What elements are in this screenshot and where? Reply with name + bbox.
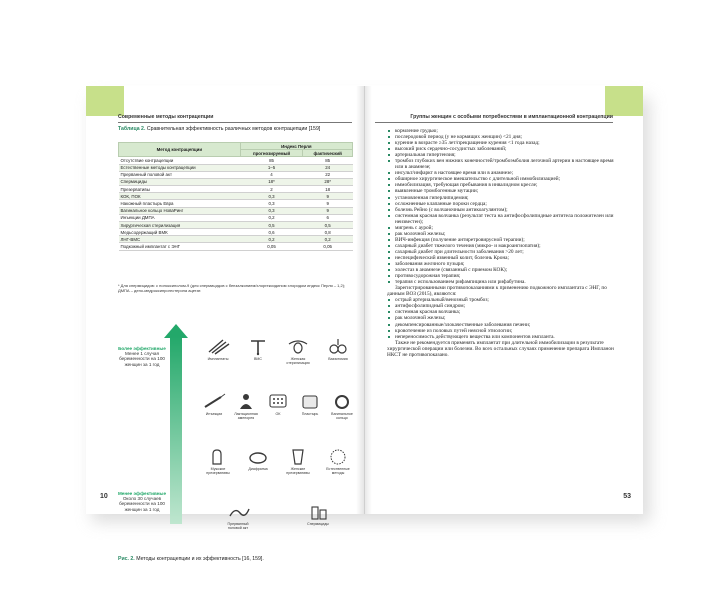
table-cell-method: Отсутствие контрацепции: [119, 157, 241, 164]
diaphragm-icon: [243, 446, 273, 466]
table-cell-perfect: 0,5: [303, 221, 353, 228]
list-item-text: болезнь Рейно (с волчаночным антикоагулянтом);: [395, 206, 508, 213]
bullet-icon: [388, 184, 390, 186]
table-cell-typical: 0,2: [240, 236, 303, 243]
list-item-text: послеродовой период (у не кормящих женщин) <21 дня;: [395, 134, 523, 141]
col-typical-header: прогнозируемый: [240, 150, 303, 157]
bullet-icon: [388, 227, 390, 229]
method-item: [323, 336, 353, 361]
list-item-text: мигрень с аурой;: [395, 224, 433, 231]
table-cell-typical: 0,2: [240, 214, 303, 221]
less-effective-title: Менее эффективные: [117, 491, 167, 496]
method-item: [323, 446, 353, 475]
more-effective-title: Более эффективные: [118, 346, 166, 351]
list-item-text: осложненные клапанные пороки сердца;: [395, 200, 487, 207]
spermicide-icon: [303, 501, 333, 521]
table-cell-method: Хирургическая стерилизация: [119, 221, 241, 228]
bullet-icon: [388, 172, 390, 174]
pill-pack-icon: [263, 391, 293, 411]
bullet-icon: [388, 233, 390, 235]
more-effective-label-block: [116, 346, 168, 367]
table-cell-perfect: 9: [303, 193, 353, 200]
method-item: [327, 391, 357, 420]
table-cell-perfect: 85: [303, 157, 353, 164]
table-row: [119, 243, 353, 250]
figure-caption: [118, 556, 353, 562]
list-item-text: острый артериальный/венозный тромбоз;: [395, 297, 489, 304]
method-label: Женская стерилизация: [286, 357, 310, 365]
list-item-text: кровотечение из половых путей неясной этиологии;: [395, 327, 513, 334]
list-item-text: иммобилизация, требующая пребывания в инвалидном кресле;: [395, 182, 538, 189]
method-label: Диафрагма: [248, 467, 268, 471]
female-sterilization-icon: [283, 336, 313, 356]
list-item-text: системная красная волчанка (результат теста на антифосфолипидные антитела положителен или неизвестен);: [395, 212, 614, 225]
list-item-text: рак молочной железы;: [395, 315, 446, 322]
table-cell-perfect: 0,05: [303, 243, 353, 250]
list-item: [387, 334, 623, 340]
bullet-icon: [388, 263, 390, 265]
calendar-beads-icon: [323, 446, 353, 466]
bullet-icon: [388, 251, 390, 253]
table-cell-typical: 0,6: [240, 229, 303, 236]
bullet-icon: [388, 136, 390, 138]
list-item-text: терапия с использованием рифампицина или рифабутина.: [395, 279, 526, 286]
method-label: Женские презервативы: [286, 467, 310, 475]
figure-label: Рис. 2.: [118, 556, 135, 562]
list-item-text: курение в возрасте ≥35 лет/прекращение курения <1 года назад;: [395, 140, 540, 147]
icon-row: [198, 501, 358, 543]
list-item: [387, 158, 623, 170]
withdrawal-icon: [223, 501, 253, 521]
list-item-text: кормление грудью;: [395, 128, 438, 134]
table-cell-typical: 0,3: [240, 193, 303, 200]
method-item: [243, 336, 273, 361]
table-cell-typical: 85: [240, 157, 303, 164]
method-item: [263, 391, 293, 416]
table-row: [119, 236, 353, 243]
effectiveness-table: [118, 142, 353, 251]
more-effective-note: Менее 1 случая беременности на 100 женщин за 1 год: [119, 351, 165, 367]
bullet-icon: [388, 275, 390, 277]
list-item-text: высокий риск сердечно-сосудистых заболеваний;: [395, 146, 507, 153]
book-gutter: [356, 86, 372, 514]
table-cell-perfect: 0,8: [303, 229, 353, 236]
left-page-number: 10: [100, 493, 108, 500]
bullet-icon: [388, 239, 390, 241]
bullet-icon: [388, 148, 390, 150]
method-label: Инъекции: [205, 412, 223, 416]
icon-row: [198, 336, 358, 378]
method-item: [243, 446, 273, 471]
list-item-text: выявленные тромбогенные мутации;: [395, 188, 479, 195]
bullet-icon: [388, 324, 390, 326]
list-item-text: системная красная волчанка;: [395, 309, 461, 316]
method-item: [303, 501, 333, 526]
table-cell-perfect: 24: [303, 164, 353, 171]
table-cell-method: Прерванный половой акт: [119, 171, 241, 178]
list-item-text: ВИЧ-инфекция (получение антиретровирусной терапии);: [395, 236, 525, 243]
table-cell-perfect: 28*: [303, 178, 353, 185]
table-cell-perfect: 9: [303, 200, 353, 207]
table-row: [119, 221, 353, 228]
table-cell-method: Инъекции ДМПА: [119, 214, 241, 221]
bullet-icon: [388, 197, 390, 199]
less-effective-label-block: [116, 491, 168, 512]
method-label: Вазэктомия: [328, 357, 348, 361]
bullet-icon: [388, 130, 390, 132]
paragraph: Зарегистрированными противопоказаниями к применению подкожного имплантата с ЭНГ, по данным ВОЗ (2015), являются:: [387, 285, 607, 298]
bullet-icon: [388, 160, 390, 162]
table-cell-method: Медьсодержащий ВМК: [119, 229, 241, 236]
bullet-icon: [388, 317, 390, 319]
icon-row: [198, 391, 358, 433]
left-page-header: Современные методы контрацепции: [118, 114, 352, 123]
list-item-text: тромбоз глубоких вен нижних конечностей/тромбоэмболия легочной артерии в настоящее время или в анамнезе;: [395, 158, 614, 171]
method-label: ОК: [275, 412, 281, 416]
col-method-header: Метод контрацепции: [119, 143, 241, 157]
method-label: Спермициды: [307, 522, 329, 526]
bullet-icon: [388, 245, 390, 247]
paragraph: Также не рекомендуется применять имплантат при длительной иммобилизации в результате хирургической операции или болезни. Во всех остальных случаях применение препарата Импланон НКСТ не противопоказано.: [387, 339, 614, 358]
method-label: ВМС: [254, 357, 262, 361]
list-item-text: непереносимость действующего вещества или компонентов импланта.: [395, 333, 555, 340]
left-page: [86, 86, 365, 562]
vasectomy-icon: [323, 336, 353, 356]
bullet-icon: [388, 154, 390, 156]
figure-caption-text: Методы контрацепции и их эффективность [16, 159].: [136, 556, 264, 562]
table-cell-method: Естественные методы контрацепции: [119, 164, 241, 171]
table-cell-perfect: 18: [303, 186, 353, 193]
table-row: [119, 186, 353, 193]
breastfeeding-icon: [231, 391, 261, 411]
method-label: Прерванный половой акт: [227, 522, 249, 530]
bullet-icon: [388, 281, 390, 283]
list-item-text: артериальная гипертензия;: [395, 152, 456, 159]
table-title: Сравнительная эффективность различных методов контрацепции [159]: [146, 126, 321, 132]
table-cell-typical: 1–5: [240, 164, 303, 171]
implants-icon: [203, 336, 233, 356]
table-row: [119, 164, 353, 171]
method-item: [283, 446, 313, 475]
list-item-text: сахарный диабет тяжелого течения (микро- и макроангиопатия);: [395, 242, 541, 249]
table-row: [119, 193, 353, 200]
list-item: [387, 213, 623, 225]
method-item: [203, 336, 233, 361]
col-pearl-header: Индекс Перля: [240, 143, 352, 150]
bullet-icon: [388, 311, 390, 313]
patch-icon: [295, 391, 325, 411]
list-item-text: обширное хирургическое вмешательство с длительной иммобилизацией;: [395, 176, 561, 183]
table-row: [119, 200, 353, 207]
table-cell-typical: 0,3: [240, 207, 303, 214]
bullet-icon: [388, 203, 390, 205]
table-row: [119, 157, 353, 164]
bullet-icon: [388, 330, 390, 332]
table-cell-perfect: 9: [303, 207, 353, 214]
methods-icon-grid: [198, 336, 358, 551]
method-label: Естественные методы: [326, 467, 350, 475]
bullet-icon: [388, 269, 390, 271]
bullet-icon: [388, 305, 390, 307]
list-item-text: холестаз в анамнезе (связанный с приемом КОК);: [395, 267, 508, 274]
method-label: Вагинальное кольцо: [331, 412, 353, 420]
bullet-icon: [388, 336, 390, 338]
bullet-icon: [388, 178, 390, 180]
ring-icon: [327, 391, 357, 411]
table-cell-method: КОК, ПОК: [119, 193, 241, 200]
bullet-icon: [388, 190, 390, 192]
bullet-icon: [388, 215, 390, 217]
list-item-text: противосудорожная терапия;: [395, 273, 461, 280]
table-cell-method: Спермициды: [119, 178, 241, 185]
table-cell-typical: 0,05: [240, 243, 303, 250]
list-item-text: заболевания желчного пузыря;: [395, 261, 465, 268]
right-page-tab: [605, 86, 643, 116]
less-effective-note: Около 30 случаев беременности на 100 женщин за 1 год: [119, 496, 165, 512]
left-page-tab: [86, 86, 124, 116]
table-caption: [118, 126, 353, 132]
method-item: [199, 391, 229, 416]
table-cell-perfect: 0,2: [303, 236, 353, 243]
right-page-number: 53: [623, 493, 631, 500]
table-footnote: * Для спермицидов: с ноноксинолом-9 (для спермицидов с бензалконием/хлоргексидином хлоридом индекс Перля – 1,2); ДМПА – депо-медроксипрогестерона ацетат.: [118, 283, 346, 293]
icon-row: [198, 446, 358, 488]
method-label: Лактационная аменорея: [234, 412, 258, 420]
list-item: [387, 279, 623, 285]
table-cell-perfect: 22: [303, 171, 353, 178]
method-label: Имплантаты: [207, 357, 229, 361]
method-item: [231, 391, 261, 420]
table-row: [119, 171, 353, 178]
method-item: [295, 391, 325, 416]
method-item: [203, 446, 233, 475]
list-item-text: антифосфолипидный синдром;: [395, 303, 466, 310]
table-cell-typical: 18*: [240, 178, 303, 185]
list-item-text: рак молочной железы;: [395, 230, 446, 237]
table-label: Таблица 2.: [118, 126, 146, 132]
table-cell-method: Презервативы: [119, 186, 241, 193]
table-cell-method: ЛНГ-ВМС: [119, 236, 241, 243]
list-item-text: инсульт/инфаркт в настоящее время или в анамнезе;: [395, 170, 514, 177]
bullet-icon: [388, 209, 390, 211]
male-condom-icon: [203, 446, 233, 466]
table-cell-typical: 4: [240, 171, 303, 178]
method-label: Пластырь: [301, 412, 319, 416]
table-cell-typical: 0,3: [240, 200, 303, 207]
list-item-text: неспецифический язвенный колит, болезнь Крона;: [395, 254, 510, 261]
effectiveness-arrow: [170, 336, 182, 524]
table-row: [119, 229, 353, 236]
method-label: Мужские презервативы: [206, 467, 230, 475]
table-row: [119, 178, 353, 185]
list-item-text: сахарный диабет при длительности заболевания >20 лет;: [395, 248, 524, 255]
female-condom-icon: [283, 446, 313, 466]
list-item-text: установленная гиперлипидемия;: [395, 194, 469, 201]
table-cell-method: Накожный пластырь Евра: [119, 200, 241, 207]
injection-icon: [199, 391, 229, 411]
table-cell-method: Вагинальное кольцо НоваРинг: [119, 207, 241, 214]
table-cell-method: Подкожный имплантат с ЭНГ: [119, 243, 241, 250]
table-row: [119, 207, 353, 214]
bullet-icon: [388, 299, 390, 301]
right-page-header: Группы женщин с особыми потребностями в имплантационной контрацепции: [375, 114, 613, 123]
method-item: [283, 336, 313, 365]
contraindications-text: [387, 128, 623, 358]
col-perfect-header: фактический: [303, 150, 353, 157]
bullet-icon: [388, 142, 390, 144]
list-item-text: декомпенсированные/злокачественные заболевания печени;: [395, 321, 531, 328]
iud-icon: [243, 336, 273, 356]
right-page: [364, 86, 643, 514]
method-item: [223, 501, 253, 530]
table-row: [119, 214, 353, 221]
table-cell-perfect: 6: [303, 214, 353, 221]
table-cell-typical: 2: [240, 186, 303, 193]
bullet-icon: [388, 257, 390, 259]
table-cell-typical: 0,5: [240, 221, 303, 228]
